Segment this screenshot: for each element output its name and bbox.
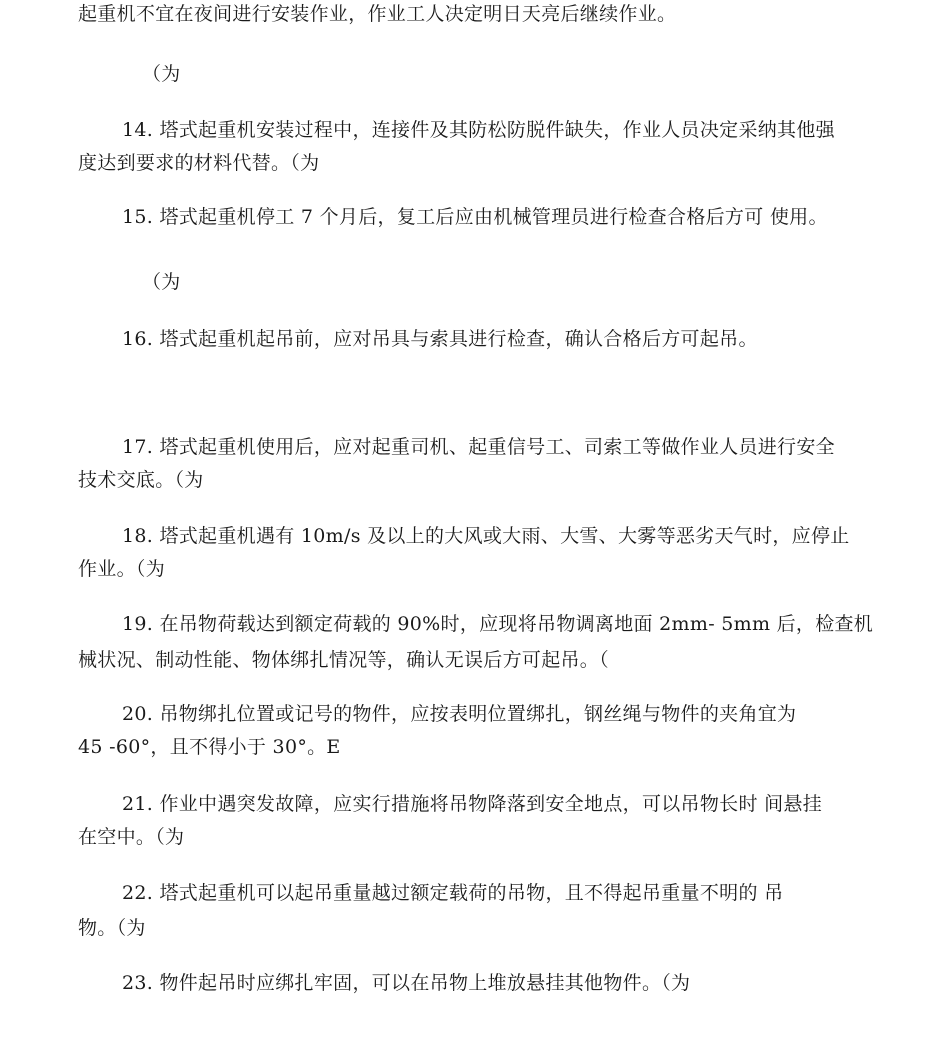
- item-20-line-2: 45 -60°，且不得小于 30°。E: [78, 736, 341, 758]
- item-17-line-1: 17. 塔式起重机使用后，应对起重司机、起重信号工、司索工等做作业人员进行安全: [122, 436, 835, 458]
- item-22-line-2: 物。（为: [78, 917, 146, 939]
- item-18-line-1: 18. 塔式起重机遇有 10m/s 及以上的大风或大雨、大雪、大雾等恶劣天气时，应停止: [122, 525, 850, 547]
- item-22-line-1: 22. 塔式起重机可以起吊重量越过额定载荷的吊物，且不得起吊重量不明的 吊: [122, 882, 784, 904]
- item-20-line-1: 20. 吊物绑扎位置或记号的物件，应按表明位置绑扎，钢丝绳与物件的夹角宜为: [122, 703, 797, 725]
- intro-line: 起重机不宜在夜间进行安装作业，作业工人决定明日天亮后继续作业。: [78, 3, 677, 25]
- item-21-line-2: 在空中。（为: [78, 826, 185, 848]
- item-21-line-1: 21. 作业中遇突发故障，应实行措施将吊物降落到安全地点，可以吊物长时 间悬挂: [122, 793, 822, 815]
- item-17-line-2: 技术交底。（为: [78, 469, 204, 491]
- intro-answer-mark: （为: [142, 63, 181, 85]
- item-16-line-1: 16. 塔式起重机起吊前，应对吊具与索具进行检查，确认合格后方可起吊。: [122, 328, 758, 350]
- item-23-line-1: 23. 物件起吊时应绑扎牢固，可以在吊物上堆放悬挂其他物件。（为: [122, 972, 691, 994]
- item-15-line-1: 15. 塔式起重机停工 7 个月后，复工后应由机械管理员进行检查合格后方可 使用。: [122, 206, 828, 228]
- item-18-line-2: 作业。（为: [78, 558, 166, 580]
- item-19-line-1: 19. 在吊物荷载达到额定荷载的 90%时，应现将吊物调离地面 2mm- 5mm 后，检查机: [122, 613, 874, 635]
- item-14-line-2: 度达到要求的材料代替。（为: [78, 152, 320, 174]
- item-15-line-2: （为: [142, 271, 181, 293]
- item-19-line-2: 械状况、制动性能、物体绑扎情况等，确认无误后方可起吊。（: [78, 649, 609, 671]
- item-14-line-1: 14. 塔式起重机安装过程中，连接件及其防松防脱件缺失，作业人员决定采纳其他强: [122, 119, 835, 141]
